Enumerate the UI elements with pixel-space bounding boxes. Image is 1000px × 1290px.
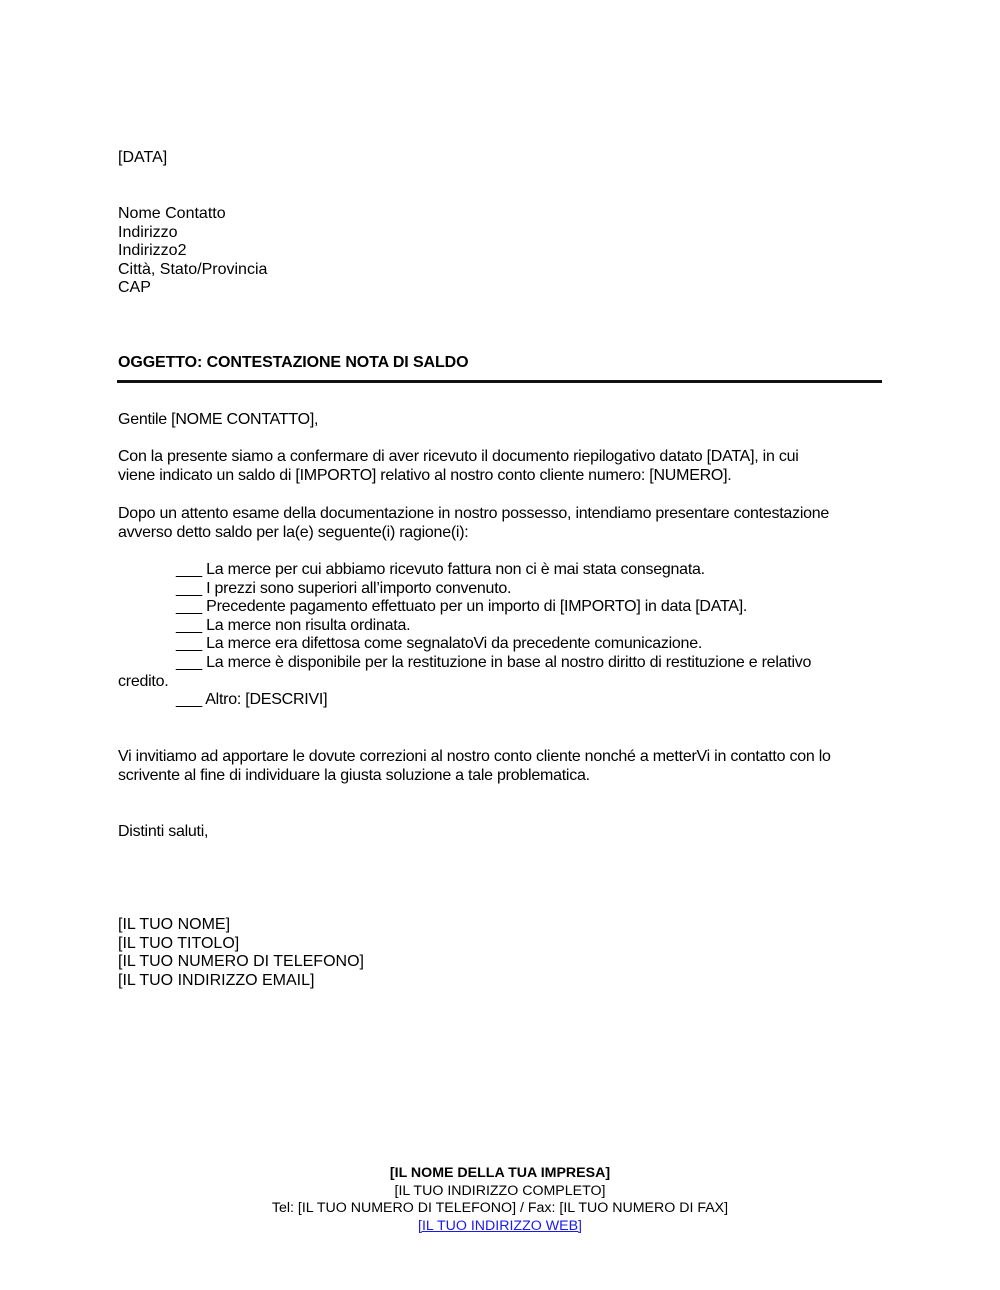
paragraph-receipt (118, 448, 799, 485)
reason-item: ___ La merce è disponibile per la restituzione in base al nostro diritto di restituzione e relativo (176, 654, 812, 671)
footer-contacts: Tel: [IL TUO NUMERO DI TELEFONO] / Fax: [IL TUO NUMERO DI FAX] (271, 1200, 729, 1216)
paragraph-line: avverso detto saldo per la(e) seguente(i) ragione(i): (118, 523, 469, 541)
reason-item: ___ La merce era difettosa come segnalatoVi da precedente comunicazione. (176, 635, 703, 653)
footer-company: [IL NOME DELLA TUA IMPRESA] (389, 1165, 611, 1181)
paragraph-request (118, 748, 831, 785)
reason-item: ___ Altro: [DESCRIVI] (176, 691, 328, 709)
subject-divider (117, 380, 882, 383)
recipient-zip: CAP (118, 279, 151, 297)
reason-item-wrap: credito. (118, 672, 169, 690)
recipient-address2: Indirizzo2 (118, 242, 187, 260)
signature-phone: [IL TUO NUMERO DI TELEFONO] (118, 953, 364, 971)
reason-item: ___ Precedente pagamento effettuato per un importo di [IMPORTO] in data [DATA]. (176, 598, 748, 616)
letterhead-footer (0, 1165, 1000, 1235)
paragraph-line: scrivente al fine di individuare la giusta soluzione a tale problematica. (118, 766, 590, 784)
recipient-block (118, 205, 267, 298)
reason-item: ___ La merce non risulta ordinata. (176, 616, 411, 634)
paragraph-line: Dopo un attento esame della documentazione in nostro possesso, intendiamo presentare contestazione (118, 505, 830, 522)
closing: Distinti saluti, (118, 823, 209, 840)
paragraph-dispute (118, 505, 829, 542)
recipient-address1: Indirizzo (118, 223, 178, 241)
paragraph-line: viene indicato un saldo di [IMPORTO] relativo al nostro conto cliente numero: [NUMERO]. (118, 466, 732, 484)
signature-name: [IL TUO NOME] (118, 916, 231, 933)
footer-web-link[interactable]: [IL TUO INDIRIZZO WEB] (418, 1217, 582, 1234)
reason-item: ___ I prezzi sono superiori all’importo convenuto. (176, 579, 512, 597)
letter-date: [DATA] (118, 149, 168, 166)
footer-address: [IL TUO INDIRIZZO COMPLETO] (394, 1182, 606, 1199)
subject-line: OGGETTO: CONTESTAZIONE NOTA DI SALDO (118, 354, 469, 371)
recipient-city-state: Città, Stato/Provincia (118, 260, 268, 278)
signature-email: [IL TUO INDIRIZZO EMAIL] (118, 971, 315, 989)
salutation: Gentile [NOME CONTATTO], (118, 411, 319, 428)
reason-item: ___ La merce per cui abbiamo ricevuto fattura non ci è mai stata consegnata. (176, 561, 705, 578)
recipient-name: Nome Contatto (118, 205, 226, 222)
paragraph-line: Con la presente siamo a confermare di aver ricevuto il documento riepilogativo datato [DATA], in cui (118, 448, 799, 465)
signature-block (118, 916, 364, 990)
paragraph-line: Vi invitiamo ad apportare le dovute correzioni al nostro conto cliente nonché a metterVi in contatto con lo (118, 748, 831, 765)
signature-title: [IL TUO TITOLO] (118, 934, 240, 952)
